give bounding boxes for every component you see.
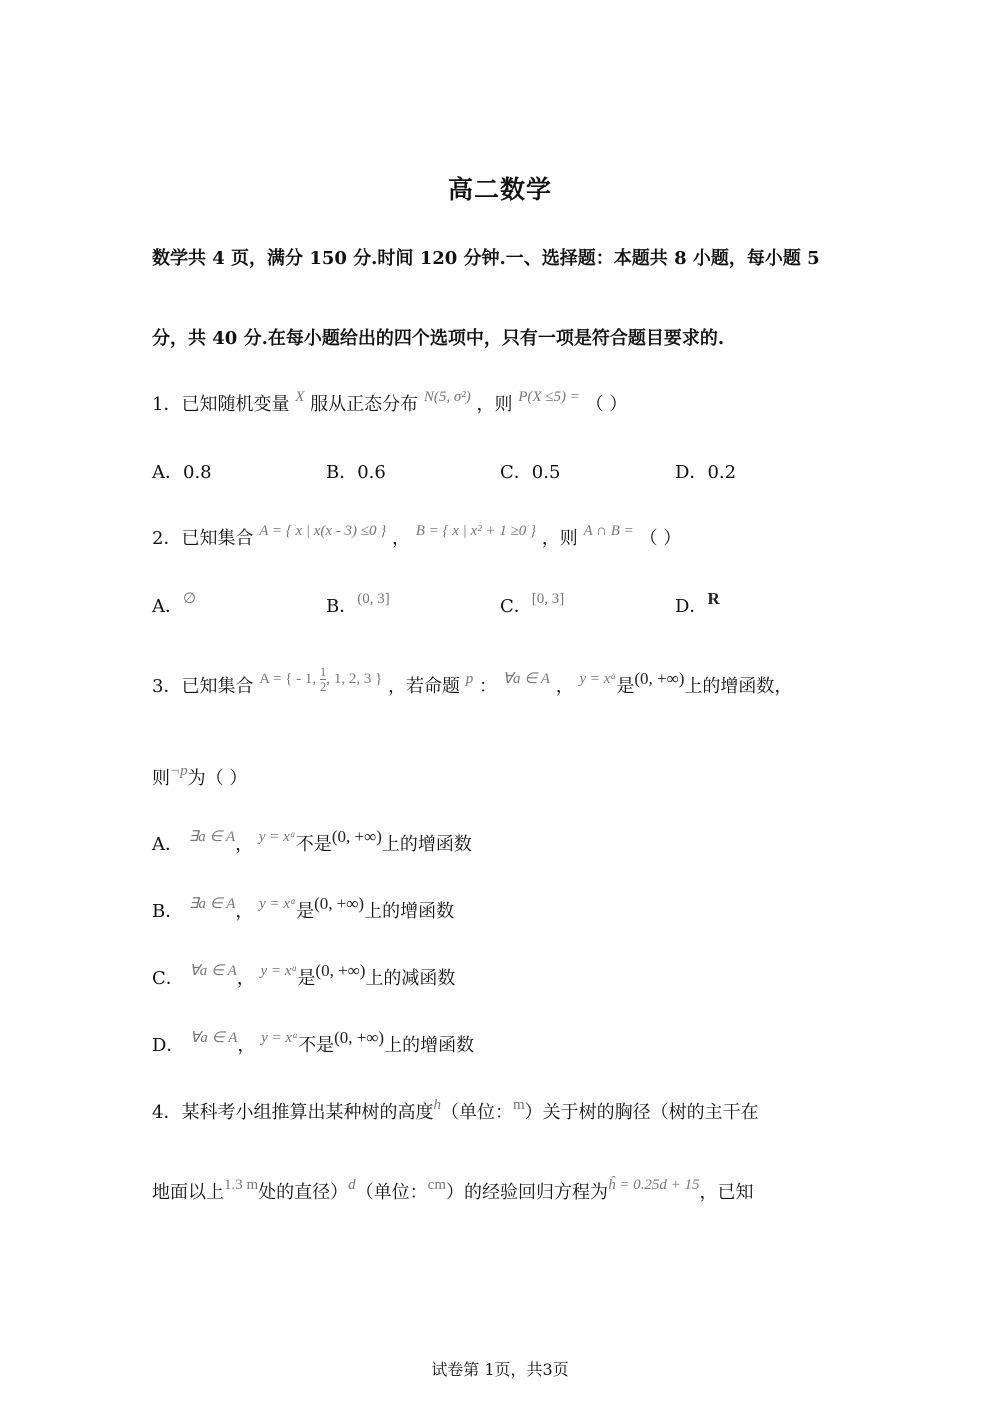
q1-variable: X xyxy=(295,389,305,405)
q1-option-b[interactable]: B．0.6 xyxy=(326,462,386,483)
q2-set-a: A = { x | x(x - 3) ≤0 } xyxy=(259,523,387,539)
q3-colon: ： xyxy=(479,676,498,697)
q3-p: p xyxy=(465,671,474,687)
q1-option-d[interactable]: D．0.2 xyxy=(675,462,737,483)
intro-line-2: 分，共 40 分.在每小题给出的四个选项中，只有一项是符合题目要求的. xyxy=(152,328,725,349)
q2-then: ，则 xyxy=(541,528,578,549)
q2-separator: ， xyxy=(392,528,410,549)
q1-distribution: N(5, σ²) xyxy=(423,389,471,405)
q4-unit-m: m xyxy=(512,1097,525,1113)
q3-function: y = xᵃ xyxy=(579,671,617,687)
q1-prefix: 1．已知随机变量 xyxy=(152,394,290,415)
q3-fraction: $\frac{1}{2}$ xyxy=(319,664,327,695)
q2-option-c[interactable]: C．[0, 3] xyxy=(500,591,565,617)
q3-option-a[interactable]: A． $^{\exists a \in A}$， $^{y = xᵃ}$不是(0, +∞)上的增函数 xyxy=(152,827,472,855)
q1-answer-paren: （ ） xyxy=(585,394,628,415)
question-2 xyxy=(152,524,681,550)
q1-mid: 服从正态分布 xyxy=(310,394,419,415)
q4-d: d xyxy=(348,1177,356,1193)
q1-option-a[interactable]: A．0.8 xyxy=(152,462,212,483)
q3-interval: (0, +∞) xyxy=(634,669,685,688)
q2-answer-paren: （ ） xyxy=(639,528,682,549)
q1-option-c[interactable]: C．0.5 xyxy=(500,462,561,483)
page-title: 高二数学 xyxy=(447,175,552,204)
q4-h: h xyxy=(433,1097,441,1113)
question-4-line-2: 地面以上$^{1.3 m}$处的直径）$^d$（单位：$^{cm}$）的经验回归方程为$^{ĥ = 0.25d + 15}$，已知 xyxy=(152,1177,754,1203)
q3-comma: ， xyxy=(555,676,574,697)
question-3-line-2: 则$^{\neg p}$为（ ） xyxy=(152,763,248,789)
q3-negation: ¬p xyxy=(170,763,188,779)
q1-comma: ，则 xyxy=(476,394,513,415)
q3-mid: ，若命题 xyxy=(388,676,461,697)
page-footer: 试卷第 1页，共3页 xyxy=(431,1360,569,1379)
q3-option-c[interactable]: C． $^{\forall a \in A}$， $^{y = xᵃ}$是(0, +∞)上的减函数 xyxy=(152,961,456,989)
q2-prefix: 2．已知集合 xyxy=(152,528,254,549)
q4-unit-cm: cm xyxy=(427,1177,446,1193)
q4-equation: ĥ = 0.25d + 15 xyxy=(608,1177,700,1193)
question-1 xyxy=(152,390,627,416)
question-3 xyxy=(152,664,793,703)
q2-intersection: A ∩ B = xyxy=(583,523,634,539)
q3-prefix: 3．已知集合 xyxy=(152,676,254,697)
q3-option-d[interactable]: D． $^{\forall a \in A}$， $^{y = xᵃ}$不是(0, +∞)上的增函数 xyxy=(152,1028,475,1056)
question-4: 4．某科考小组推算出某种树的高度$^h$（单位：$^m$）关于树的胸径（树的主干在 xyxy=(152,1097,759,1123)
q4-height: 1.3 m xyxy=(224,1177,259,1193)
q3-forall: ∀a ∈ A xyxy=(502,671,550,687)
q3-option-b[interactable]: B． $^{\exists a \in A}$， $^{y = xᵃ}$是(0, +∞)上的增函数 xyxy=(152,894,455,922)
intro-line-1: 数学共 4 页，满分 150 分.时间 120 分钟.一、选择题：本题共 8 小题，每小题 5 xyxy=(152,248,820,269)
q1-probability: P(X ≤5) = xyxy=(518,389,580,405)
q2-set-b: B = { x | x² + 1 ≥0 } xyxy=(415,523,537,539)
q2-option-a[interactable]: A．∅ xyxy=(152,591,197,617)
q2-option-b[interactable]: B．$^{(0, 3]}$ xyxy=(326,591,390,617)
q3-is: 是 xyxy=(616,676,635,697)
q2-option-d[interactable]: D．R xyxy=(675,589,720,617)
q3-set-a: A = { - 1, 1 2 , 1, 2, 3 } xyxy=(259,664,383,695)
q3-tail: 上的增函数， xyxy=(684,676,793,697)
